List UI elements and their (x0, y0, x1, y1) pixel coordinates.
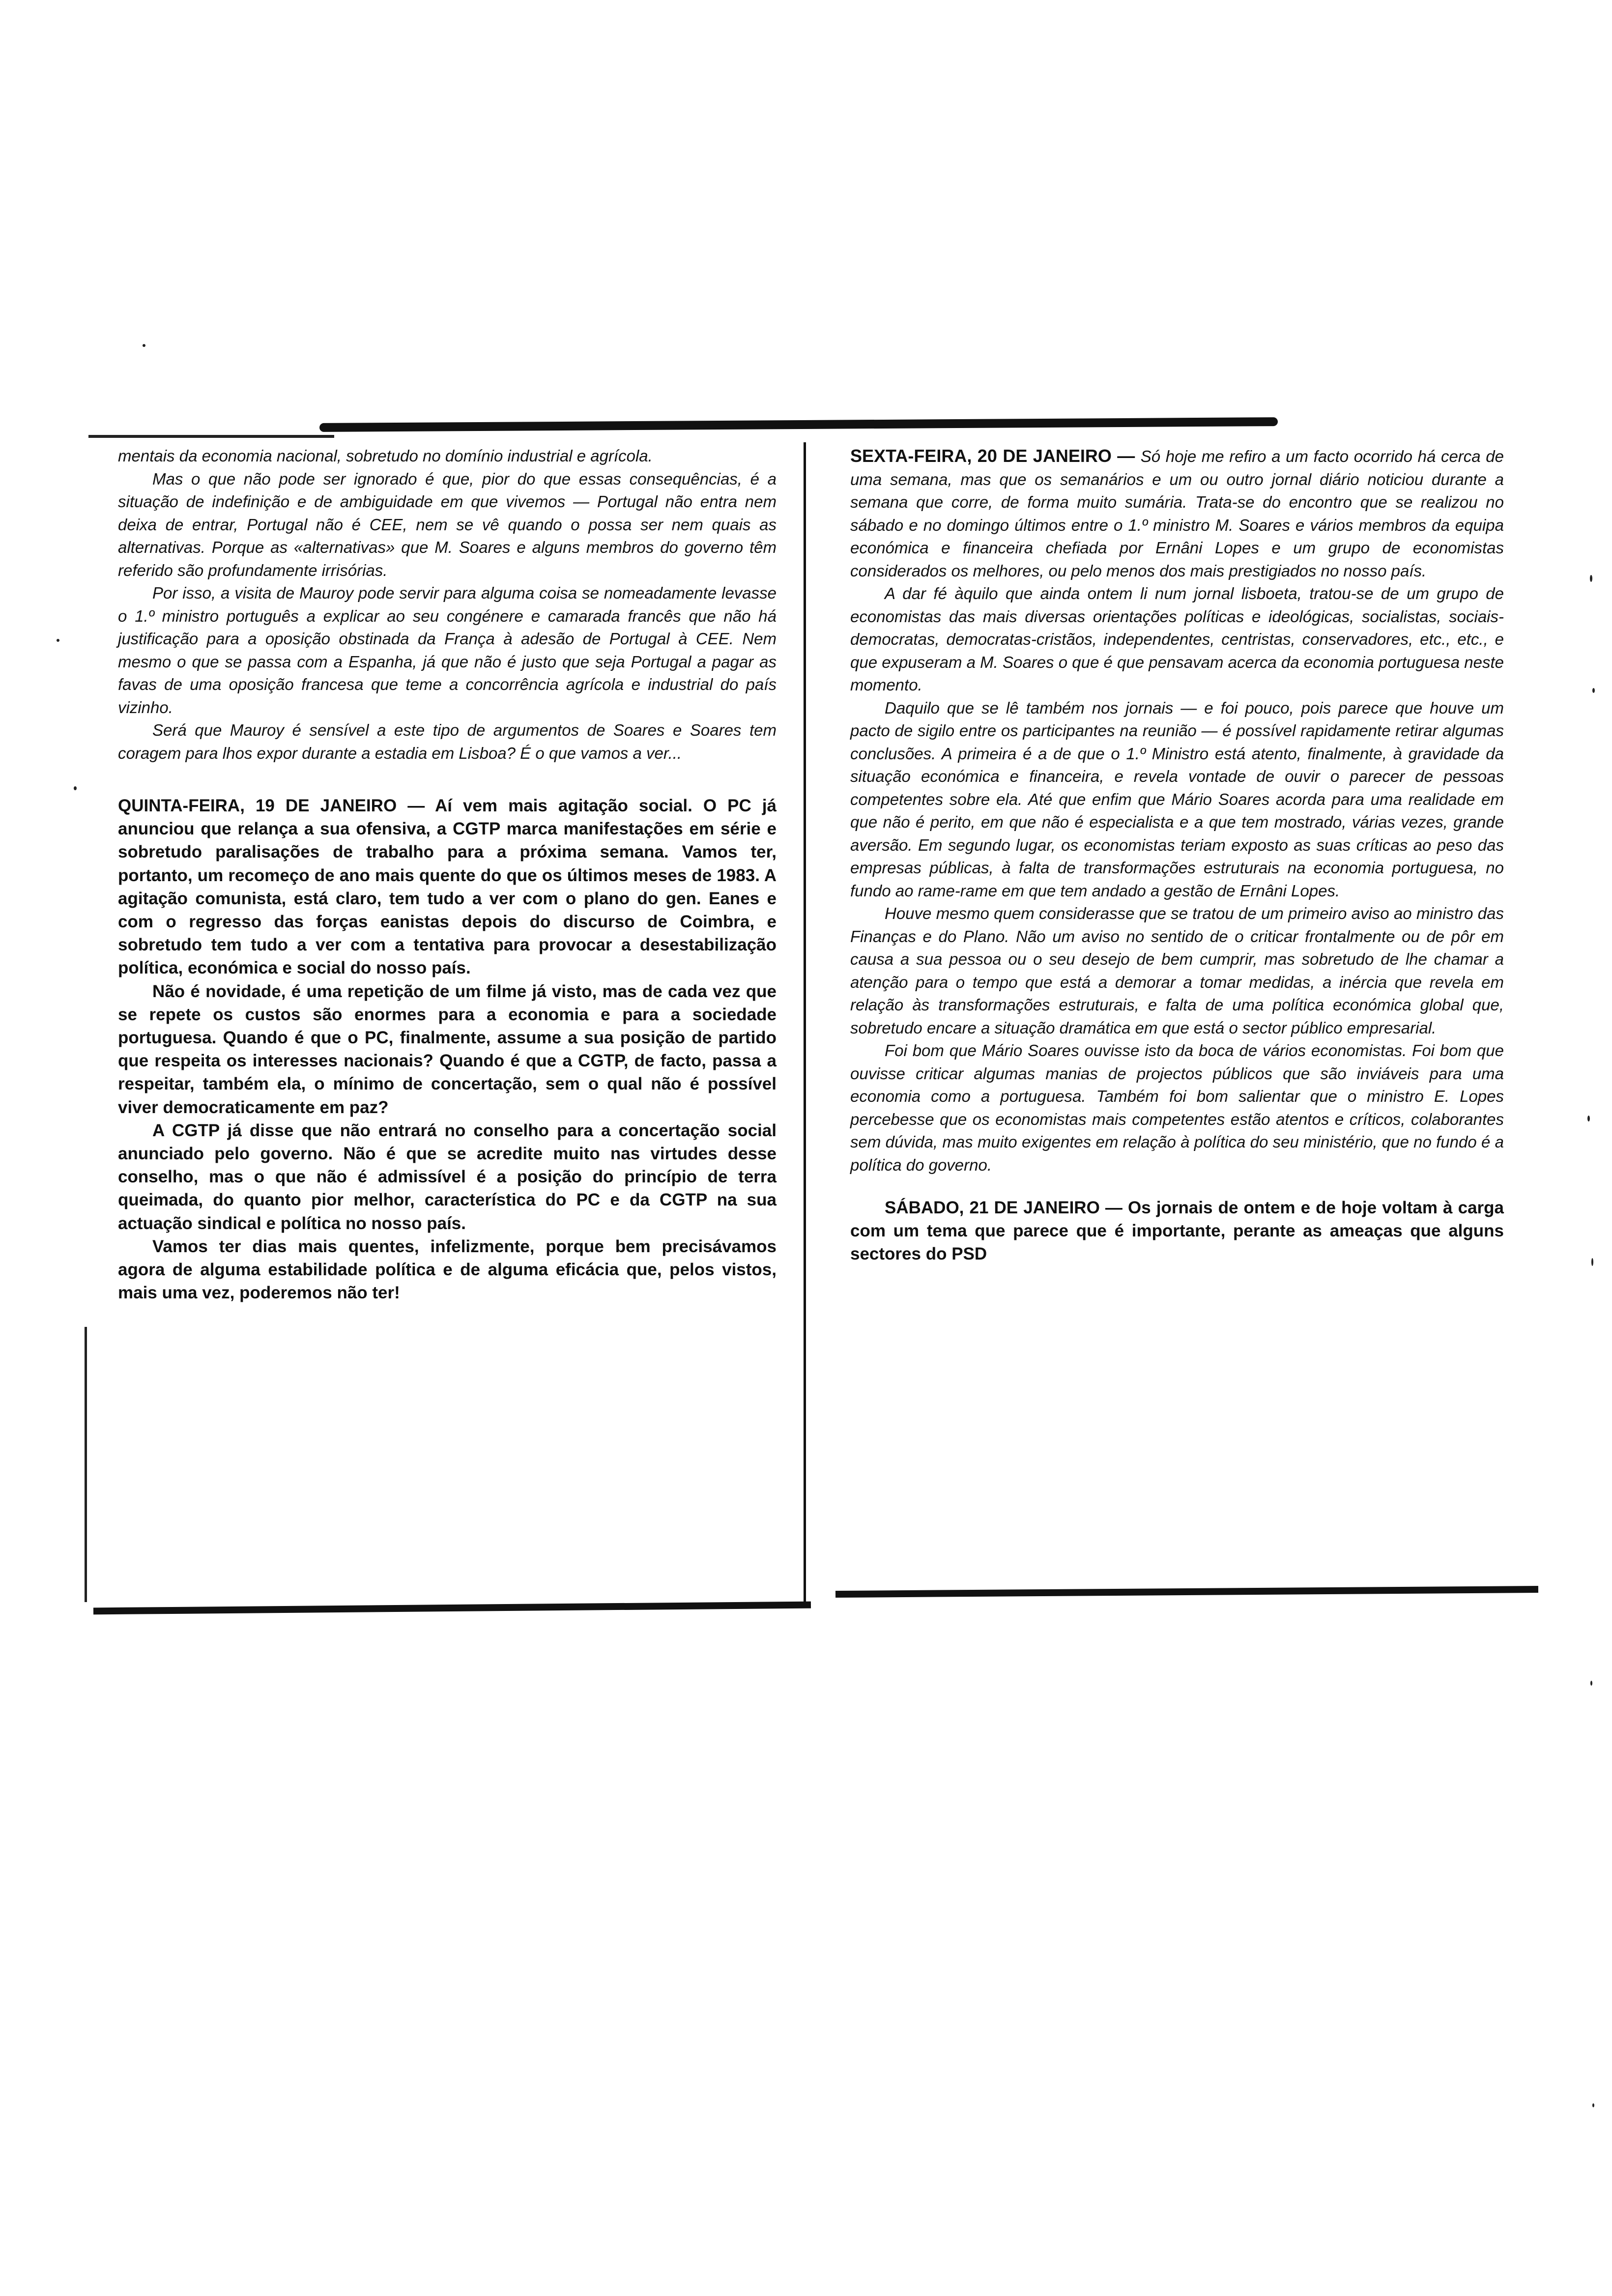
heading-saturday: SÁBADO, 21 DE JANEIRO — (885, 1198, 1128, 1217)
column-divider (804, 442, 806, 1602)
left-para-1: mentais da economia nacional, sobretudo no domínio industrial e agrícola. (118, 447, 653, 465)
right-column (850, 445, 1504, 1266)
left-para-3: Por isso, a visita de Mauroy pode servir para alguma coisa se nomeadamente levasse o 1.º ministro português a explicar ao seu congénere e camarada francês que não há justificação para a oposição obstinada da França à adesão de Portugal à CEE. Nem mesmo o que se passa com a Espanha, já que não é justo que seja Portugal a pagar as favas de uma oposição francesa que teme a concorrência agrícola e industrial do país vizinho. (118, 584, 777, 717)
section-gap (850, 1177, 1504, 1196)
scan-speck (57, 639, 59, 642)
left-edge-line (85, 1327, 87, 1602)
left-para-7: A CGTP já disse que não entrará no conselho para a concertação social anunciado pelo governo. Não é que se acredite muito nas virtudes desse conselho, mas o que não é admissível é a posição do princípio de terra queimada, do quanto pior melhor, característica do PC e da CGTP na sua actuação sindical e política no nosso país. (118, 1120, 777, 1233)
scan-speck (1590, 575, 1592, 582)
right-para-3: Daquilo que se lê também nos jornais — e foi pouco, pois parece que houve um pacto de sigilo entre os participantes na reunião — é possível rapidamente retirar algumas conclusões. A primeira é a de que o 1.º Ministro está atento, finalmente, à gravidade da situação económica e financeira, e revela vontade de ouvir o parecer de pessoas competentes sobre ela. Até que enfim que Mário Soares acorda para uma realidade em que não é perito, em que não é especialista e a que tem mostrado, várias vezes, grande aversão. Em segundo lugar, os economistas teriam exposto as suas críticas ao peso das empresas públicas, à falta de transformações estruturais na economia portuguesa, no fundo ao rame-rame em que tem andado a gestão de Ernâni Lopes. (850, 698, 1504, 900)
scan-speck (1587, 1116, 1590, 1121)
left-para-8: Vamos ter dias mais quentes, infelizmente, porque bem precisávamos agora de alguma estabilidade política e de alguma eficácia que, pelos vistos, mais uma vez, poderemos não ter! (118, 1236, 777, 1303)
scan-speck (1590, 1681, 1592, 1686)
bottom-rule-left (93, 1602, 811, 1615)
scan-speck (1591, 1258, 1593, 1266)
right-para-5: Foi bom que Mário Soares ouvisse isto da boca de vários economistas. Foi bom que ouvisse criticar algumas manias de projectos públicos que são inviáveis para uma economia como a portuguesa. Também foi bom salientar que o ministro E. Lopes percebesse que os economistas mais competentes estão atentos e críticos, colaborantes sem dúvida, mas muito exigentes em relação à política do seu ministério, que no fundo é a política do governo. (850, 1041, 1504, 1174)
right-para-4: Houve mesmo quem considerasse que se tratou de um primeiro aviso ao ministro das Finanças e do Plano. Não um aviso no sentido de o criticar frontalmente ou de pôr em causa a sua pessoa ou o seu desejo de bem cumprir, mas sobretudo de lhe chamar a atenção para o tempo que está a demorar a tomar medidas, a inércia que revela em relação às transformações estruturais, e falta de uma política económica global que, sobretudo encare a situação dramática em que está o sector público empresarial. (850, 904, 1504, 1037)
right-para-2: A dar fé àquilo que ainda ontem li num jornal lisboeta, tratou-se de um grupo de economistas das mais diversas orientações políticas e ideológicas, socialistas, sociais-democratas, democratas-cristãos, independentes, centristas, conservadores, etc., etc., e que expuseram a M. Soares o que é que pensavam acerca da economia portuguesa neste momento. (850, 584, 1504, 694)
right-para-6 (850, 1196, 1504, 1266)
top-rule-left-fragment (88, 435, 334, 438)
left-para-2: Mas o que não pode ser ignorado é que, pior do que essas consequências, é a situação de indefinição e de ambiguidade em que vivemos — Portugal não entra nem deixa de entrar, Portugal não é CEE, nem se vê quando o possa ser nem quais as alternativas. Porque as «alternativas» que M. Soares e alguns membros do governo têm referido são profundamente irrisórias. (118, 469, 777, 579)
left-para-5-text: Aí vem mais agitação social. O PC já anunciou que relança a sua ofensiva, a CGTP marca manifestações em série e sobretudo paralisações de trabalho para a próxima semana. Vamos ter, portanto, um recomeço de ano mais quente do que os últimos meses de 1983. A agitação comunista, está claro, tem tudo a ver com o plano do gen. Eanes e com o regresso das forças eanistas depois do discurso de Coimbra, e sobretudo tem tudo a ver com a tentativa para provocar a desestabilização política, económica e social do nosso país. (118, 796, 777, 978)
scan-speck (1592, 2103, 1594, 2107)
right-para-1-text: Só hoje me refiro a um facto ocorrido há cerca de uma semana, mas que os semanários e um ou outro jornal diário noticiou durante a semana que corre, de forma muito sumária. Trata-se do encontro que se realizou no sábado e no domingo últimos entre o 1.º ministro M. Soares e vários membros da equipa económica e financeira chefiada por Ernâni Lopes e um grupo de economistas considerados os melhores, ou pelo menos dos mais prestigiados no nosso país. (850, 447, 1504, 580)
right-para-6-text: Os jornais de ontem e de hoje voltam à carga com um tema que parece que é importante, perante as ameaças que alguns sectores do PSD (850, 1198, 1504, 1264)
right-para-1 (850, 445, 1504, 582)
left-para-5 (118, 794, 777, 980)
scan-speck (143, 344, 145, 347)
section-gap (118, 765, 777, 794)
heading-thursday: QUINTA-FEIRA, 19 DE JANEIRO — (118, 796, 435, 815)
top-rule (319, 417, 1278, 432)
left-para-4: Será que Mauroy é sensível a este tipo de argumentos de Soares e Soares tem coragem para lhos expor durante a estadia em Lisboa? É o que vamos a ver... (118, 721, 777, 762)
scan-speck (1592, 688, 1595, 693)
left-para-6: Não é novidade, é uma repetição de um filme já visto, mas de cada vez que se repete os custos são enormes para a economia e para a sociedade portuguesa. Quando é que o PC, finalmente, assume a sua posição de partido que respeita os interesses nacionais? Quando é que a CGTP, de facto, passa a respeitar, também ela, o mínimo de concertação, sem o qual não é possível viver democraticamente em paz? (118, 981, 777, 1117)
heading-friday: SEXTA-FEIRA, 20 DE JANEIRO — (850, 446, 1141, 466)
left-column (118, 445, 777, 1304)
scan-speck (74, 786, 77, 790)
bottom-rule-right (835, 1586, 1538, 1598)
